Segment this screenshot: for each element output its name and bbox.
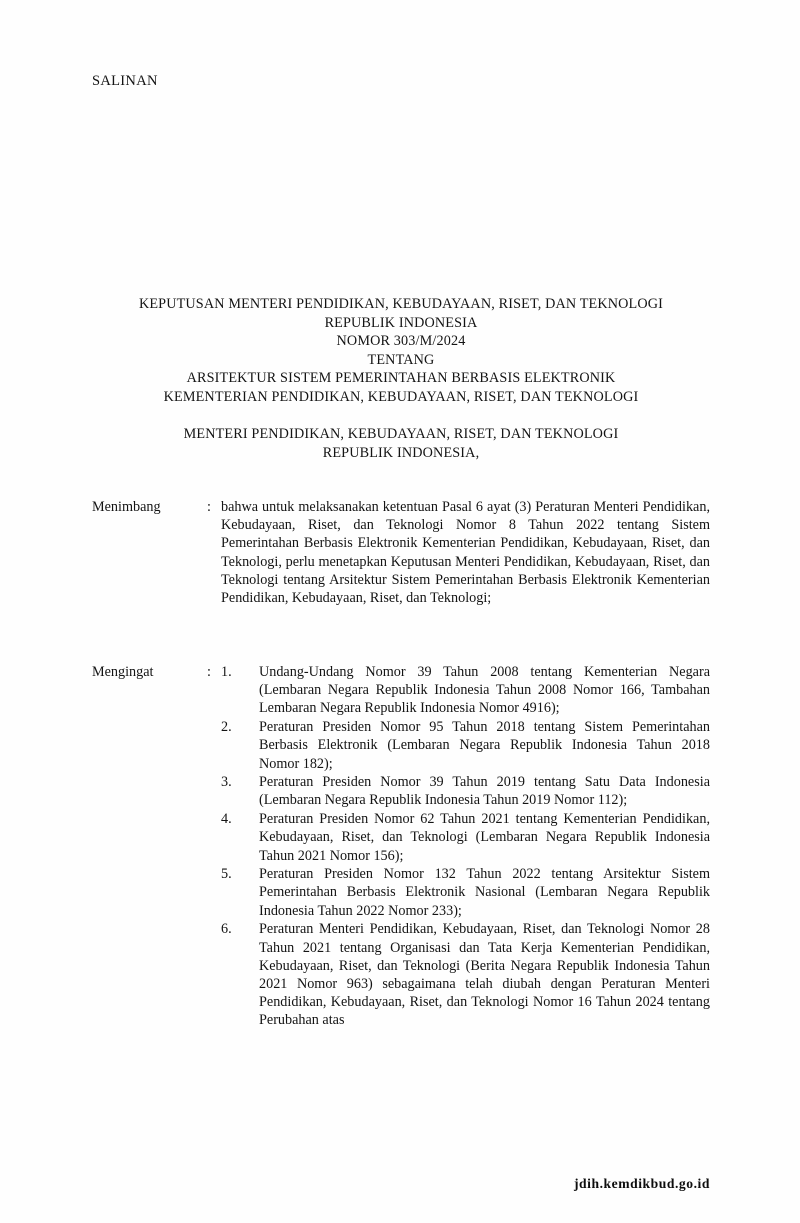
list-item-text: Peraturan Menteri Pendidikan, Kebudayaan, Riset, dan Teknologi Nomor 28 Tahun 2021 tentang Organisasi dan Tata Kerja Kementerian Pendidikan, Kebudayaan, Riset, dan Teknologi (Berita Negara Republik Indonesia Tahun 2021 Nomor 963) sebagaimana telah diubah dengan Peraturan Menteri Pendidikan, Kebudayaan, Riset, dan Teknologi Nomor 16 Tahun 2024 tentang Perubahan atas: [259, 921, 710, 1029]
list-item-number: 5.: [221, 866, 232, 883]
title-line-subject-1: ARSITEKTUR SISTEM PEMERINTAHAN BERBASIS ELEKTRONIK: [186, 370, 616, 387]
list-item-text: Peraturan Presiden Nomor 132 Tahun 2022 tentang Arsitektur Sistem Pemerintahan Berbasis Elektronik Nasional (Lembaran Negara Republik Indonesia Tahun 2022 Nomor 233);: [259, 866, 710, 919]
list-item: [221, 920, 710, 1029]
addressee-line-2: REPUBLIK INDONESIA,: [322, 444, 480, 461]
list-item-text: Undang-Undang Nomor 39 Tahun 2008 tentang Kementerian Negara (Lembaran Negara Republik Indonesia Tahun 2008 Nomor 166, Tambahan Lembaran Negara Republik Indonesia Nomor 4916);: [259, 664, 710, 717]
title-line-1: KEPUTUSAN MENTERI PENDIDIKAN, KEBUDAYAAN, RISET, DAN TEKNOLOGI: [138, 296, 664, 312]
mengingat-label: Mengingat: [92, 664, 154, 680]
clause-menimbang: [92, 498, 710, 607]
list-item-text: Peraturan Presiden Nomor 39 Tahun 2019 tentang Satu Data Indonesia (Lembaran Negara Republik Indonesia Tahun 2019 Nomor 112);: [259, 774, 710, 809]
list-item: [221, 773, 710, 809]
list-item-text: Peraturan Presiden Nomor 62 Tahun 2021 tentang Kementerian Pendidikan, Kebudayaan, Riset, dan Teknologi (Lembaran Negara Republik Indonesia Tahun 2021 Nomor 156);: [259, 811, 710, 864]
list-item-number: 1.: [221, 664, 232, 680]
title-line-nomor: NOMOR 303/M/2024: [336, 333, 466, 350]
title-line-2: REPUBLIK INDONESIA: [324, 314, 478, 331]
clause-mengingat: [92, 663, 710, 1030]
menimbang-colon: :: [207, 499, 211, 515]
footer-watermark: jdih.kemdikbud.go.id: [573, 1176, 710, 1191]
title-line-subject-2: KEMENTERIAN PENDIDIKAN, KEBUDAYAAN, RISET, DAN TEKNOLOGI: [163, 388, 639, 405]
list-item-text: Peraturan Presiden Nomor 95 Tahun 2018 tentang Sistem Pemerintahan Berbasis Elektronik (Lembaran Negara Republik Indonesia Tahun 2018 Nomor 182);: [259, 719, 710, 772]
mengingat-list-container: [221, 663, 710, 1030]
list-item-number: 6.: [221, 921, 232, 938]
salinan-stamp: SALINAN: [92, 73, 158, 89]
title-line-tentang: TENTANG: [367, 351, 435, 368]
menimbang-label: Menimbang: [92, 499, 161, 515]
addressee-line-1: MENTERI PENDIDIKAN, KEBUDAYAAN, RISET, DAN TEKNOLOGI: [183, 426, 619, 442]
list-item: [221, 718, 710, 773]
list-item: [221, 810, 710, 865]
menimbang-text: bahwa untuk melaksanakan ketentuan Pasal 6 ayat (3) Peraturan Menteri Pendidikan, Kebudayaan, Riset, dan Teknologi Nomor 8 Tahun 2022 tentang Sistem Pemerintahan Berbasis Elektronik Kementerian Pendidikan, Kebudayaan, Riset, dan Teknologi, perlu menetapkan Keputusan Menteri Pendidikan, Kebudayaan, Riset, dan Teknologi tentang Arsitektur Sistem Pemerintahan Berbasis Elektronik Kementerian Pendidikan, Kebudayaan, Riset, dan Teknologi;: [221, 499, 710, 607]
mengingat-list: [221, 663, 710, 1030]
document-title-block: [92, 295, 710, 407]
list-item: [221, 865, 710, 920]
addressee-block: [92, 425, 710, 462]
mengingat-colon: :: [207, 664, 211, 680]
list-item: [221, 663, 710, 718]
list-item-number: 4.: [221, 811, 232, 828]
list-item-number: 3.: [221, 774, 232, 791]
list-item-number: 2.: [221, 719, 232, 736]
